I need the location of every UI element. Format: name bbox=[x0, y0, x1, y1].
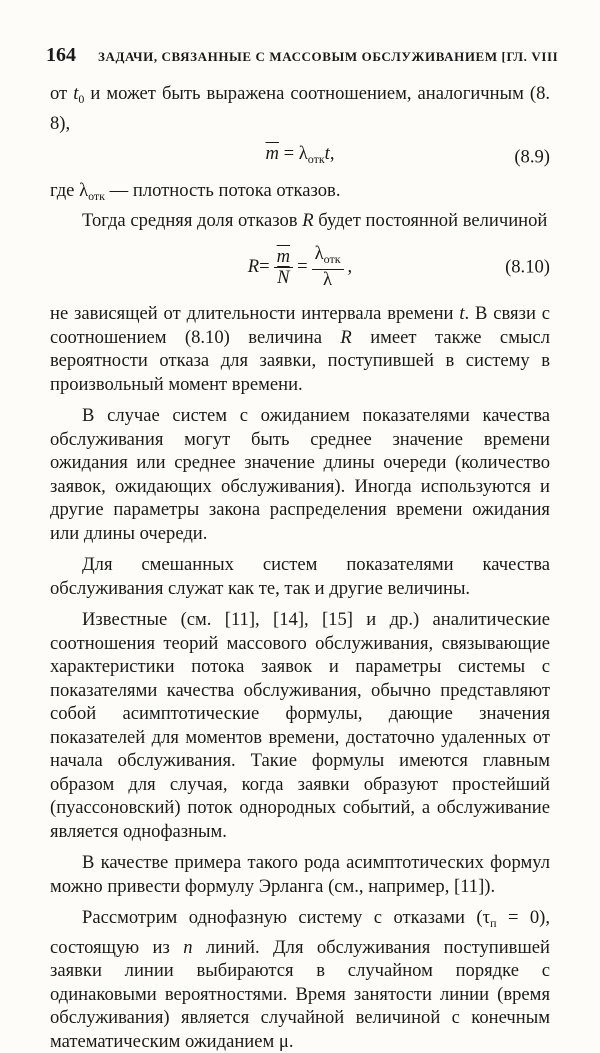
page-body bbox=[50, 82, 550, 1053]
paragraph: где $\lambda_{отк}$ — плотность потока отказов. bbox=[50, 180, 341, 203]
paragraph: В качестве примера такого рода асимптотических формул можно привести формулу Эрланга (см., например, [11]). bbox=[50, 852, 550, 897]
paragraph: не зависящей от длительности интервала времени t. В связи с соотношением (8.10) величина R имеет также смысл вероятности отказа для заявки, поступившей в систему в произвольный момент времени. bbox=[50, 303, 550, 395]
paragraph: Известные (см. [11], [14], [15] и др.) аналитические соотношения теорий массового обслуживания, связывающие характеристики потока заявок и параметры системы с показателями качества обслуживания, обычно представляют собой асимптотические формулы, дающие значения показателей для моментов времени, достаточно удаленных от начала обслуживания. Такие формулы имеются главным образом для случая, когда заявки образуют простейший (пуассоновский) поток однородных событий, а обслуживание является однофазным. bbox=[50, 609, 550, 842]
paragraph: от $t_0$ и может быть выражена соотношением, аналогичным (8. 8), bbox=[50, 83, 551, 134]
paragraph: Тогда средняя доля отказов R будет постоянной величиной bbox=[82, 209, 548, 231]
equation-number: (8.9) bbox=[514, 146, 550, 168]
paragraph: Для смешанных систем показателями качества обслуживания служат как те, так и другие величины. bbox=[50, 554, 550, 599]
paragraph: Рассмотрим однофазную систему с отказами $(\tau_п = 0)$, состоящую из n линий. Для обслуживания поступившей заявки линии выбираются в случайном порядке с одинаковыми вероятностями. Время занятости линии (время обслуживания) является случайной величиной с конечным математическим ожиданием μ. bbox=[50, 907, 551, 1052]
paragraph: В случае систем с ожиданием показателями качества обслуживания могут быть среднее значение времени ожидания или среднее значение длины очереди (количество заявок, ожидающих обслуживания). Иногда используются и другие параметры закона распределения времени ожидания или длины очереди. bbox=[50, 405, 550, 544]
equation-8-9: $\overline{m} = \lambda_{отк}t$, (8.9) bbox=[265, 143, 550, 168]
equation-number: (8.10) bbox=[505, 256, 550, 278]
page-number: 164 bbox=[46, 44, 76, 66]
page-header bbox=[46, 44, 559, 67]
equation-8-10: R = $\frac{\overline{m}}{N}$ = $\frac{\lambda_{отк}}{\lambda}$ , (8.10) bbox=[247, 243, 550, 290]
running-title: ЗАДАЧИ, СВЯЗАННЫЕ С МАССОВЫМ ОБСЛУЖИВАНИЕМ [ГЛ. VIII bbox=[98, 49, 559, 64]
